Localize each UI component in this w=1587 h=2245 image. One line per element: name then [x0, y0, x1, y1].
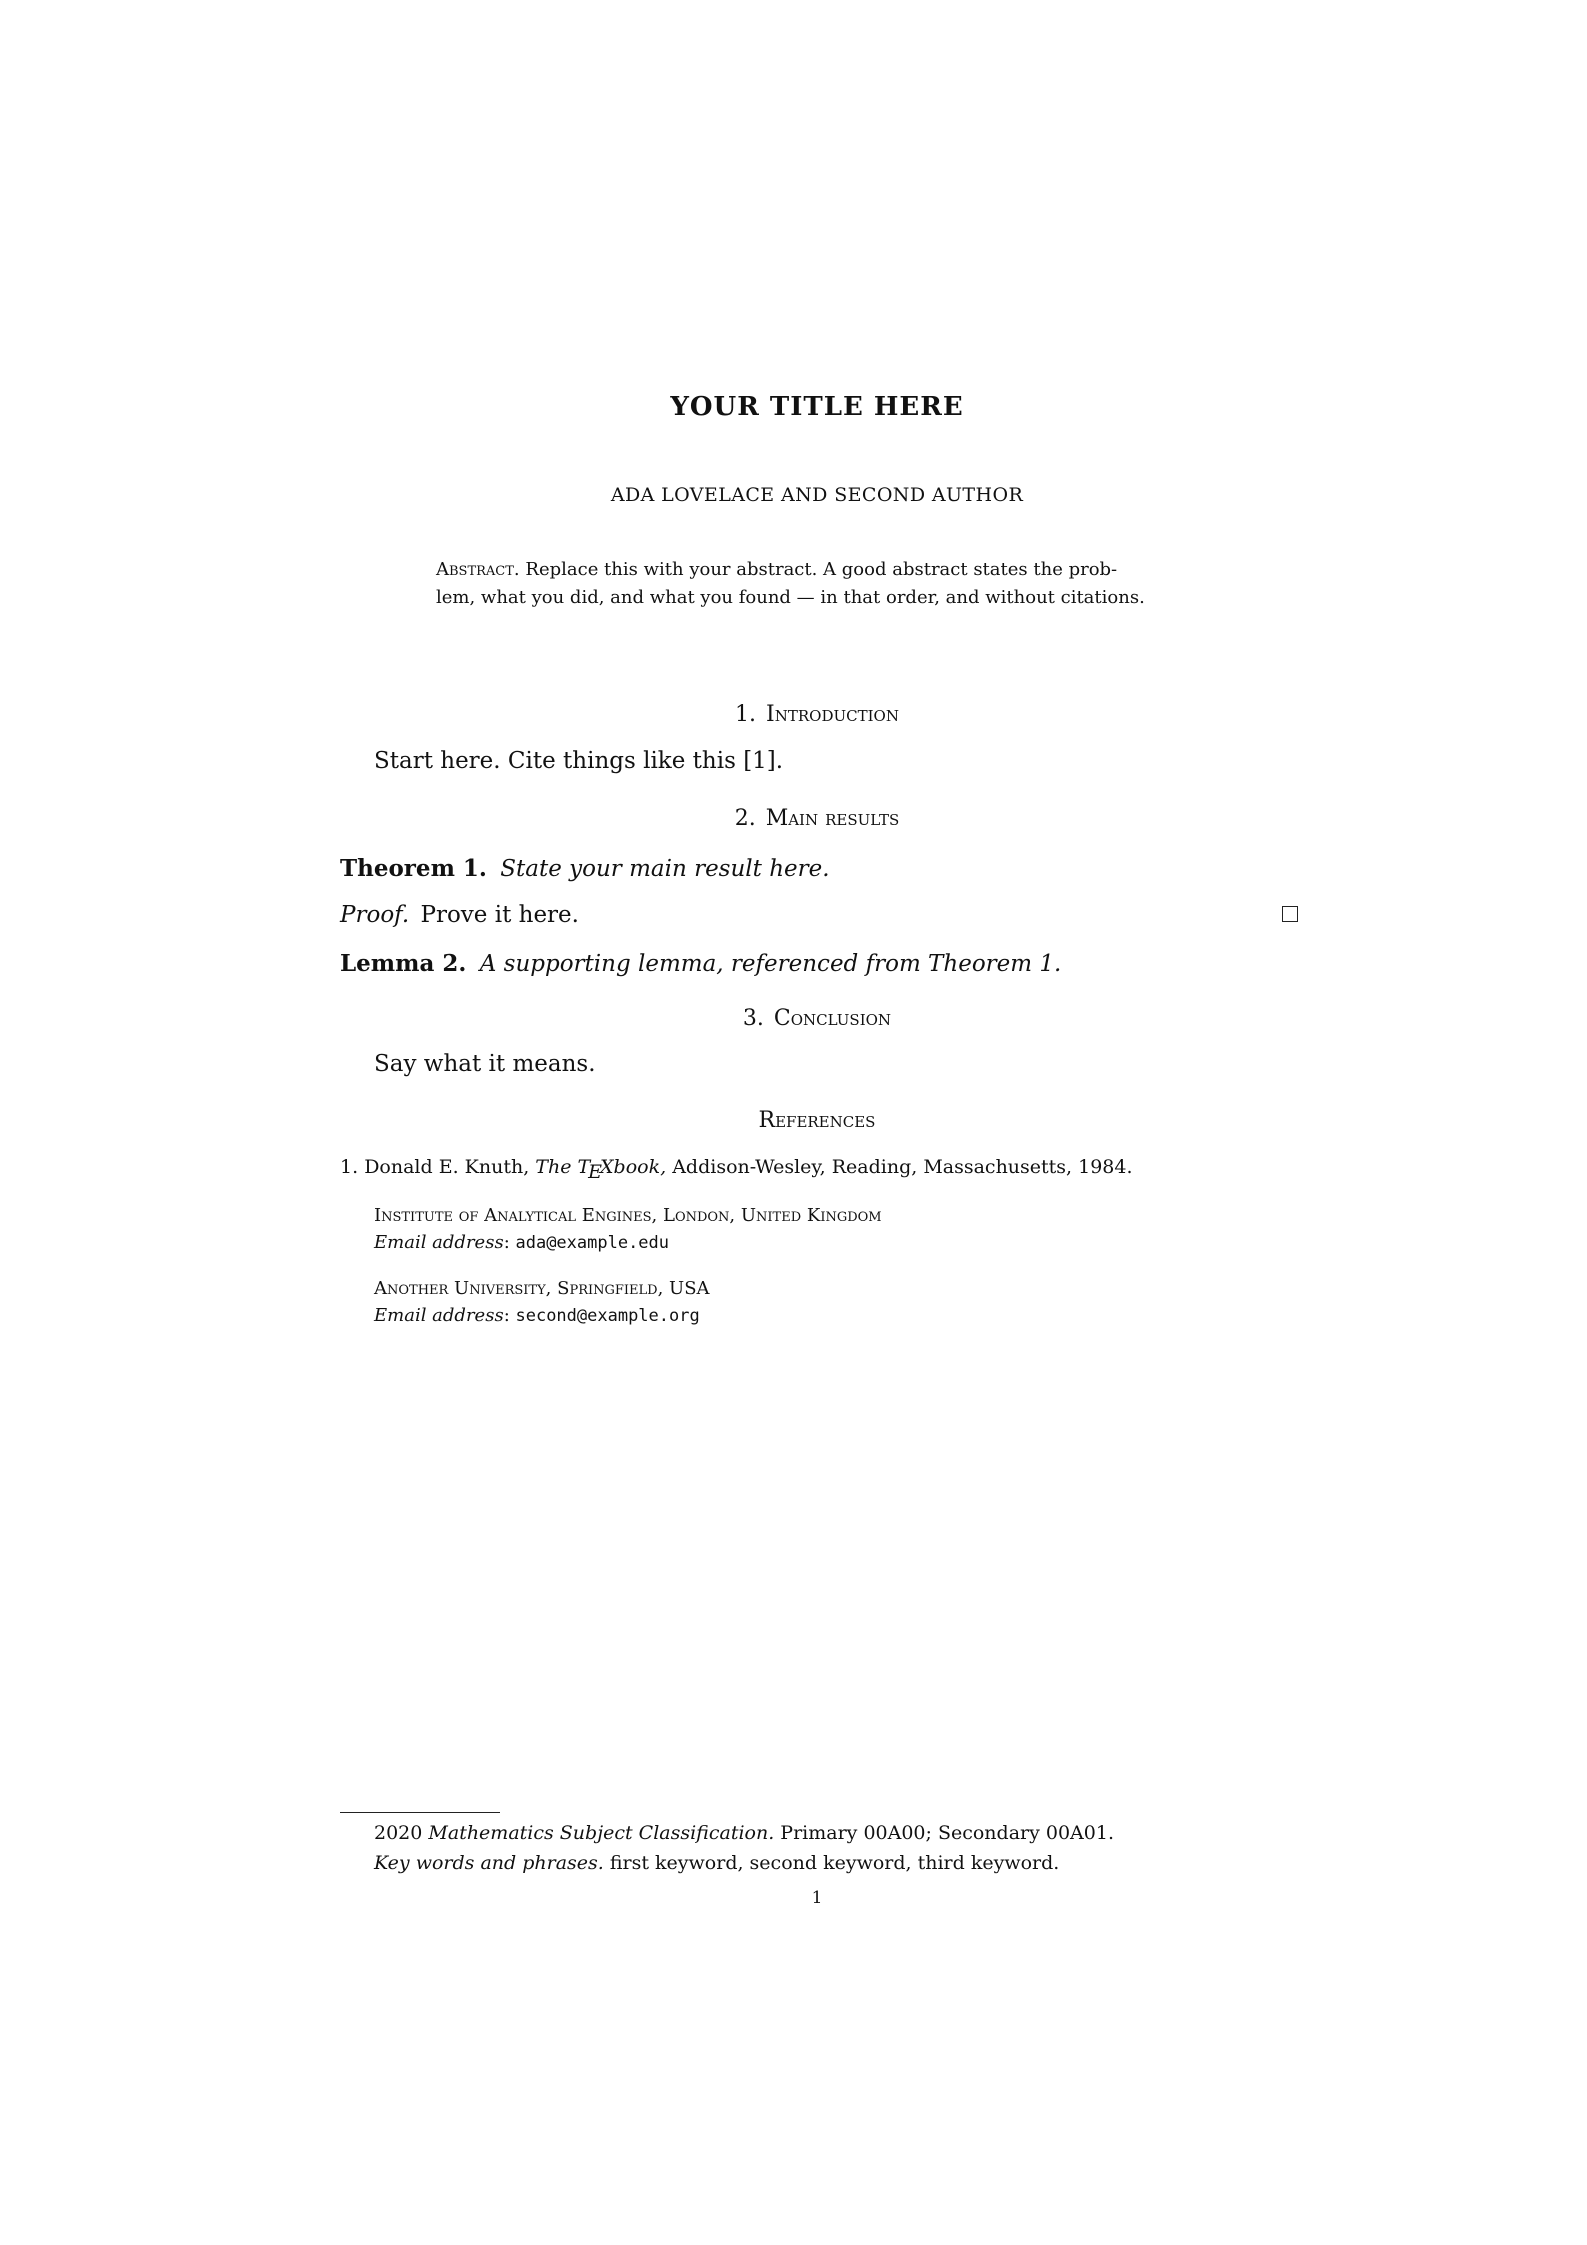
- reference-details: Addison-Wesley, Reading, Massachusetts, 1984.: [672, 1156, 1133, 1178]
- email-label: Email address: [374, 1232, 504, 1253]
- email-address[interactable]: second@example.org: [515, 1306, 700, 1326]
- references-heading: References: [758, 1108, 876, 1133]
- section-number: 3.: [742, 1006, 764, 1031]
- reference-author: Donald E. Knuth,: [364, 1156, 530, 1178]
- lemma-statement: A supporting lemma, referenced from Theorem 1.: [479, 951, 1062, 977]
- author-address-2: Another University, Springfield, USA Email address: second@example.org: [374, 1278, 710, 1326]
- abstract-line-2: lem, what you did, and what you found — in that order, and without citations.: [436, 587, 1145, 608]
- msc-text: Primary 00A00; Secondary 00A01.: [780, 1822, 1114, 1844]
- lemma-label: Lemma 2.: [340, 950, 467, 977]
- section-heading-conclusion: [0, 1006, 1587, 1031]
- reference-title: The TEXbook,: [535, 1156, 667, 1183]
- reference-number: 1.: [340, 1156, 359, 1178]
- section-title: Introduction: [766, 702, 899, 727]
- paper-title: YOUR TITLE HERE: [670, 392, 964, 422]
- page-number: 1: [811, 1888, 823, 1908]
- footnote-msc: [374, 1822, 1114, 1844]
- section-title: Conclusion: [773, 1006, 892, 1031]
- msc-label: Mathematics Subject Classification.: [428, 1822, 775, 1844]
- reference-item: [340, 1156, 1133, 1183]
- msc-year: 2020: [374, 1822, 423, 1844]
- author-address-1: Institute of Analytical Engines, London, United Kingdom Email address: ada@example.edu: [374, 1205, 882, 1253]
- footnote-keywords: [374, 1852, 1059, 1874]
- section-heading-introduction: [0, 702, 1587, 727]
- proof: [340, 902, 579, 928]
- proof-text: Prove it here.: [420, 902, 579, 928]
- theorem: [340, 855, 830, 882]
- address-institution: Another University, Springfield, USA: [374, 1278, 710, 1299]
- abstract: [436, 556, 1208, 612]
- conclusion-text: Say what it means.: [374, 1051, 596, 1077]
- abstract-label: Abstract.: [436, 559, 520, 580]
- section-number: 2.: [734, 806, 756, 831]
- section-number: 1.: [735, 702, 757, 727]
- proof-label: Proof.: [340, 902, 410, 928]
- footnote-rule: [340, 1812, 500, 1813]
- abstract-line-1: Replace this with your abstract. A good abstract states the prob-: [525, 559, 1118, 580]
- introduction-text: Start here. Cite things like this [1].: [374, 748, 784, 774]
- theorem-label: Theorem 1.: [340, 855, 487, 882]
- lemma: [340, 950, 1061, 977]
- qed-icon: [1282, 906, 1298, 922]
- keywords-label: Key words and phrases.: [374, 1852, 604, 1874]
- address-institution: Institute of Analytical Engines, London, United Kingdom: [374, 1205, 882, 1226]
- keywords-text: first keyword, second keyword, third keyword.: [609, 1852, 1060, 1874]
- paper-authors: ADA LOVELACE AND SECOND AUTHOR: [610, 484, 1024, 506]
- email-address[interactable]: ada@example.edu: [515, 1233, 670, 1253]
- section-heading-main-results: [0, 806, 1587, 831]
- theorem-statement: State your main result here.: [500, 856, 830, 882]
- email-label: Email address: [374, 1305, 504, 1326]
- section-title: Main results: [765, 806, 900, 831]
